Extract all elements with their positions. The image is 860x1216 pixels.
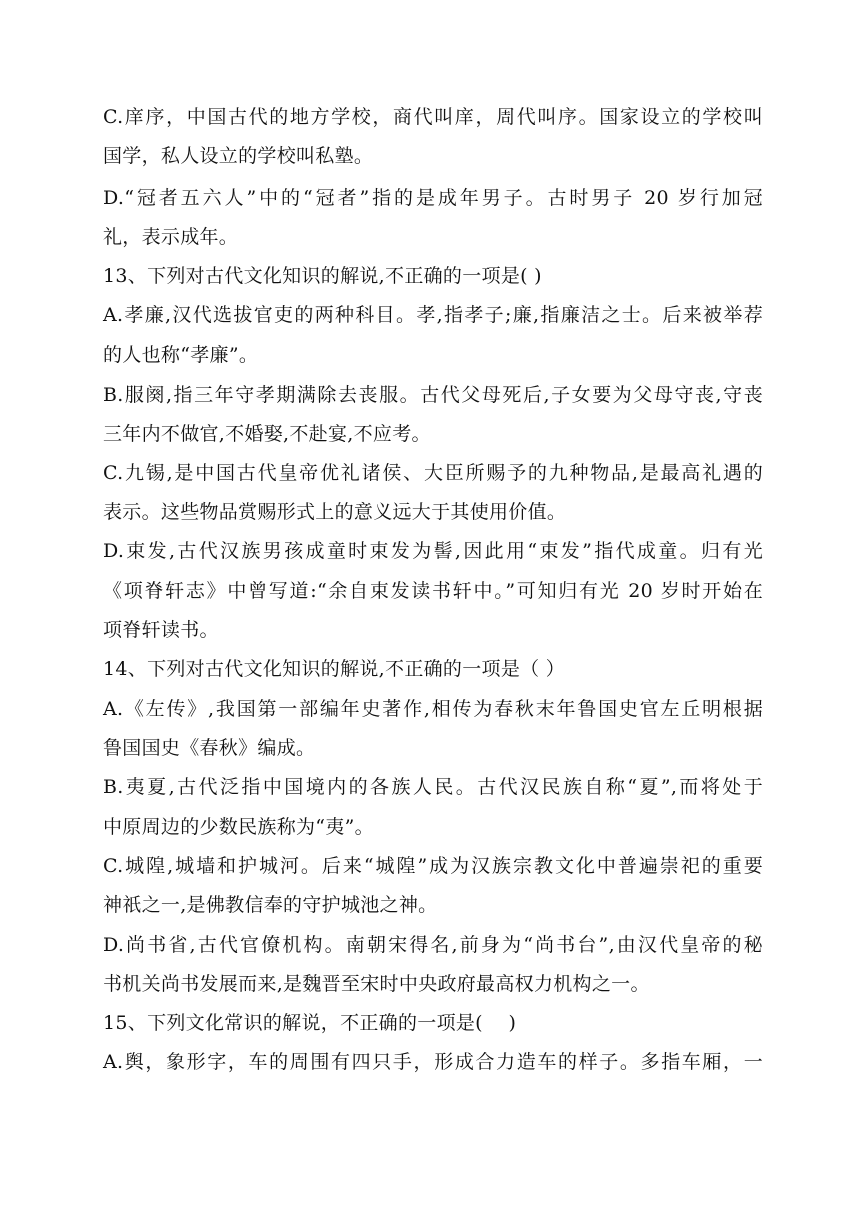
text-line: A.《左传》,我国第一部编年史著作,相传为春秋末年鲁国史官左丘明根据 bbox=[103, 698, 763, 720]
text-line: 中原周边的少数民族称为“夷”。 bbox=[103, 816, 374, 838]
text-line: 神祇之一,是佛教信奉的守护城池之神。 bbox=[103, 894, 438, 916]
text-line: 的人也称“孝廉”。 bbox=[103, 344, 259, 366]
text-line: D.束发,古代汉族男孩成童时束发为髻,因此用“束发”指代成童。归有光 bbox=[103, 540, 763, 562]
text-line: B.服阕,指三年守孝期满除去丧服。古代父母死后,子女要为父母守丧,守丧 bbox=[103, 384, 763, 406]
text-line: C.城隍,城墙和护城河。后来“城隍”成为汉族宗教文化中普遍崇祀的重要 bbox=[103, 855, 763, 877]
text-line: 书机关尚书发展而来,是魏晋至宋时中央政府最高权力机构之一。 bbox=[103, 973, 650, 995]
text-line: 《项脊轩志》中曾写道:“余自束发读书轩中。”可知归有光 20 岁时开始在 bbox=[103, 580, 763, 602]
text-line: D.“冠者五六人”中的“冠者”指的是成年男子。古时男子 20 岁行加冠 bbox=[103, 187, 763, 209]
text-line: 三年内不做官,不婚娶,不赴宴,不应考。 bbox=[103, 423, 431, 445]
text-line: B.夷夏,古代泛指中国境内的各族人民。古代汉民族自称“夏”,而将处于 bbox=[103, 776, 763, 798]
text-line: C.九锡,是中国古代皇帝优礼诸侯、大臣所赐予的九种物品,是最高礼遇的 bbox=[103, 462, 763, 484]
text-line: A.舆，象形字，车的周围有四只手，形成合力造车的样子。多指车厢，一 bbox=[103, 1051, 763, 1073]
text-line: D.尚书省,古代官僚机构。南朝宋得名,前身为“尚书台”,由汉代皇帝的秘 bbox=[103, 934, 763, 956]
question-heading: 13、下列对古代文化知识的解说,不正确的一项是( ) bbox=[103, 265, 542, 287]
question-heading: 14、下列对古代文化知识的解说,不正确的一项是（ ） bbox=[103, 658, 566, 680]
text-line: 项脊轩读书。 bbox=[103, 619, 219, 641]
text-line: A.孝廉,汉代选拔官吏的两种科目。孝,指孝子;廉,指廉洁之士。后来被举荐 bbox=[103, 304, 763, 326]
text-line: C.庠序，中国古代的地方学校，商代叫庠，周代叫序。国家设立的学校叫 bbox=[103, 106, 763, 128]
text-line: 礼，表示成年。 bbox=[103, 226, 239, 248]
text-line: 国学，私人设立的学校叫私塾。 bbox=[103, 145, 374, 167]
text-line: 表示。这些物品赏赐形式上的意义远大于其使用价值。 bbox=[103, 501, 567, 523]
text-line: 鲁国国史《春秋》编成。 bbox=[103, 737, 316, 759]
question-heading: 15、下列文化常识的解说，不正确的一项是( ) bbox=[103, 1012, 517, 1034]
